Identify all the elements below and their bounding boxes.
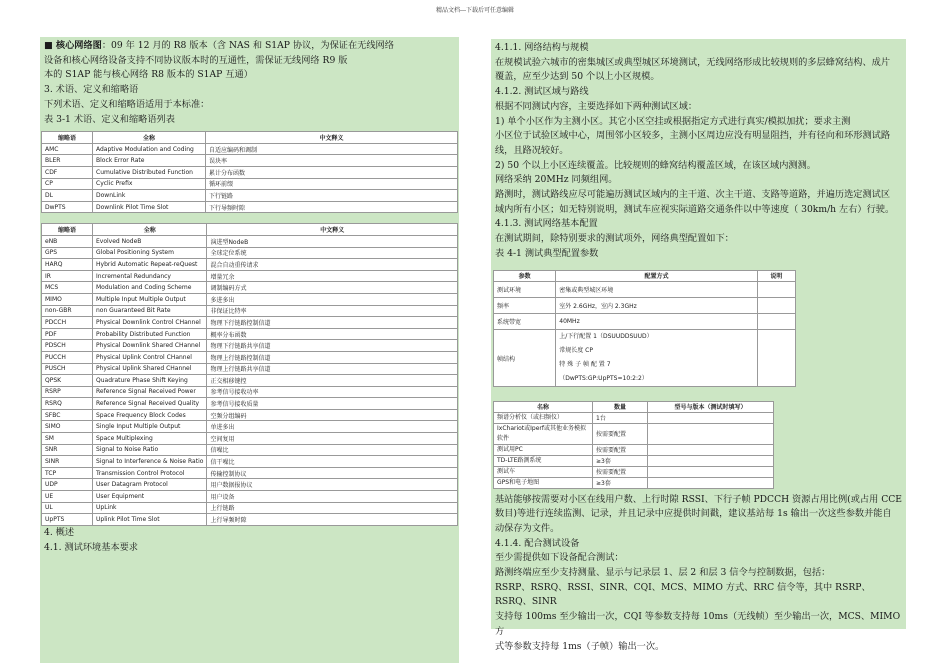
param-cell: 帧结构 bbox=[494, 330, 556, 387]
table-row bbox=[42, 143, 458, 155]
frame-config-line: 常规长度 CP bbox=[559, 347, 593, 355]
text-line: 1) 单个小区作为主测小区。其它小区空挂或根据指定方式进行真实/模拟加扰；要求主测 bbox=[495, 115, 851, 127]
table-cell: Evolved NodeB bbox=[93, 235, 207, 247]
table-row bbox=[42, 386, 458, 398]
table-cell: Probability Distributed Function bbox=[93, 328, 207, 340]
intro-line: ：09 年 12 月的 R8 版本（含 NAS 和 S1AP 协议，为保证在无线网络 bbox=[101, 40, 394, 51]
text-line: 4.1.4. 配合测试设备 bbox=[495, 537, 580, 549]
text-line: 4.1.1. 网络结构与规模 bbox=[495, 42, 589, 53]
table-cell bbox=[648, 466, 774, 477]
table-row bbox=[42, 293, 458, 305]
text-line: 根据不同测试内容，主要选择如下两种测试区域： bbox=[495, 100, 698, 112]
table-cell: 循环前缀 bbox=[206, 178, 458, 190]
table-cell: Cumulative Distributed Function bbox=[93, 167, 206, 179]
table-header-row bbox=[42, 224, 458, 236]
table-row bbox=[42, 491, 458, 503]
device-table bbox=[493, 401, 774, 488]
table-cell: Physical Downlink Shared CHannel bbox=[93, 340, 207, 352]
table-row bbox=[42, 270, 458, 282]
table-cell: QPSK bbox=[42, 375, 93, 387]
table-cell: AMC bbox=[42, 143, 93, 155]
table-cell bbox=[648, 423, 774, 444]
table-cell: Reference Signal Received Quality bbox=[93, 398, 207, 410]
right-text-b bbox=[491, 489, 906, 655]
table-cell: DownLink bbox=[93, 190, 206, 202]
table-cell: Physical Downlink Control CHannel bbox=[93, 317, 207, 329]
table-row bbox=[494, 423, 774, 444]
text-line: 覆盖，应至少达到 50 个以上小区规模。 bbox=[495, 71, 660, 83]
column-header: 缩略语 bbox=[42, 132, 93, 144]
table-cell: Adaptive Modulation and Coding bbox=[93, 143, 206, 155]
table-cell: 下行链路 bbox=[206, 190, 458, 202]
text-line: 在规模试验六城市的密集城区或典型城区环境测试，无线网络形成比较规则的多层蜂窝结构、成片 bbox=[495, 56, 891, 68]
table-cell: 空间复用 bbox=[207, 433, 458, 445]
table-row bbox=[42, 351, 458, 363]
table-cell: Single Input Multiple Output bbox=[93, 421, 207, 433]
table-cell: 物理下行链路控制信道 bbox=[207, 317, 458, 329]
table-cell: CP bbox=[42, 178, 93, 190]
table-cell: Transmission Control Protocol bbox=[93, 467, 207, 479]
table-row bbox=[42, 259, 458, 271]
table-cell: GPS bbox=[42, 247, 93, 259]
column-header: 中文释义 bbox=[206, 132, 458, 144]
intro-line: 设备和核心网络设备支持不同协议版本时的互通性，需保证无线网络 R9 版 bbox=[44, 54, 348, 66]
text-line: 小区位于试验区域中心，周围邻小区较多，主测小区周边应没有明显阻挡，并有径向和环形测试路 bbox=[495, 130, 891, 142]
table-cell: PDCCH bbox=[42, 317, 93, 329]
table-cell: PDSCH bbox=[42, 340, 93, 352]
column-header: 全称 bbox=[93, 132, 206, 144]
table-header-row bbox=[42, 132, 458, 144]
param-cell: 系统带宽 bbox=[494, 314, 556, 330]
table-row bbox=[42, 328, 458, 340]
table-cell: 测试用PC bbox=[494, 444, 593, 455]
table-row bbox=[494, 330, 796, 387]
left-intro-text bbox=[40, 37, 459, 127]
table-row bbox=[42, 456, 458, 468]
table-cell: MIMO bbox=[42, 293, 93, 305]
table-cell: UDP bbox=[42, 479, 93, 491]
table-cell: RSRP bbox=[42, 386, 93, 398]
column-header: 名称 bbox=[494, 402, 593, 412]
table-row bbox=[42, 375, 458, 387]
right-column bbox=[491, 39, 906, 652]
table-cell: 1台 bbox=[593, 412, 648, 423]
text-line: 2) 50 个以上小区连续覆盖。比较规则的蜂窝结构覆盖区域，在该区域内测测。 bbox=[495, 159, 816, 171]
table-cell: 上行链路 bbox=[207, 502, 458, 514]
table-cell: Block Error Rate bbox=[93, 155, 206, 167]
table-cell: Quadrature Phase Shift Keying bbox=[93, 375, 207, 387]
table-cell: 混合自动重传请求 bbox=[207, 259, 458, 271]
text-line: 4.1.2. 测试区域与路线 bbox=[495, 86, 589, 98]
table-cell: Physical Uplink Shared CHannel bbox=[93, 363, 207, 375]
table-row bbox=[42, 167, 458, 179]
table-cell: 全球定位系统 bbox=[207, 247, 458, 259]
table-cell: 测试车 bbox=[494, 466, 593, 477]
intro-first-line bbox=[44, 39, 455, 54]
table-cell: SNR bbox=[42, 444, 93, 456]
table-cell: Signal to Noise Ratio bbox=[93, 444, 207, 456]
table-cell: 增量冗余 bbox=[207, 270, 458, 282]
text-line: 基站能够按需要对小区在线用户数、上行时隙 RSSI、下行子帧 PDCCH 资源占用比例(或占用 CCE bbox=[495, 493, 902, 505]
table-row bbox=[42, 282, 458, 294]
left-column bbox=[40, 37, 459, 663]
table-cell: IxChariot或Iperf或其他业务模拟软件 bbox=[494, 423, 593, 444]
right-text-a bbox=[491, 39, 906, 262]
table-cell bbox=[648, 455, 774, 466]
intro-lead: ■ 核心网络图 bbox=[44, 40, 102, 51]
column-header: 全称 bbox=[93, 224, 207, 236]
table-cell: 用户数据报协议 bbox=[207, 479, 458, 491]
table-cell: eNB bbox=[42, 235, 93, 247]
table-cell: 物理上行链路控制信道 bbox=[207, 351, 458, 363]
table-cell: MCS bbox=[42, 282, 93, 294]
frame-config-line: （DwPTS:GP:UpPTS=10:2:2） bbox=[559, 375, 648, 383]
table-cell: 参考信号接收质量 bbox=[207, 398, 458, 410]
table-cell: 上行导频时隙 bbox=[207, 514, 458, 526]
text-line: RSRP、RSRQ、RSSI、SINR、CQI、MCS、MIMO 方式、RRC 信令等，其中 RSRP、RSRQ、SINR bbox=[495, 581, 871, 608]
column-header: 配置方式 bbox=[556, 270, 758, 282]
table-cell: non Guaranteed Bit Rate bbox=[93, 305, 207, 317]
left-footer-text bbox=[40, 526, 459, 555]
column-header: 中文释义 bbox=[207, 224, 458, 236]
table-row bbox=[494, 314, 796, 330]
table-cell: RSRQ bbox=[42, 398, 93, 410]
table-cell: 用户设备 bbox=[207, 491, 458, 503]
table-cell: User Datagram Protocol bbox=[93, 479, 207, 491]
table-row bbox=[42, 201, 458, 213]
table-row bbox=[494, 455, 774, 466]
param-cell: 频率 bbox=[494, 298, 556, 314]
table-cell: 累计分布函数 bbox=[206, 167, 458, 179]
table-row bbox=[42, 190, 458, 202]
section-heading: 4.1. 测试环境基本要求 bbox=[44, 541, 138, 553]
table-row bbox=[42, 398, 458, 410]
table-header-row bbox=[494, 270, 796, 282]
table-row bbox=[42, 467, 458, 479]
table-row bbox=[494, 298, 796, 314]
table-row bbox=[494, 466, 774, 477]
table-cell: SFBC bbox=[42, 409, 93, 421]
table-row bbox=[42, 409, 458, 421]
text-line: 4.1.3. 测试网络基本配置 bbox=[495, 218, 598, 230]
intro-line: 本的 S1AP 能与核心网络 R8 版本的 S1AP 互通） bbox=[44, 69, 253, 81]
table-cell: 正交相移键控 bbox=[207, 375, 458, 387]
table-row bbox=[42, 340, 458, 352]
table-cell: non-GBR bbox=[42, 305, 93, 317]
table-cell: 概率分布函数 bbox=[207, 328, 458, 340]
param-cell: 测试环境 bbox=[494, 282, 556, 298]
table-cell: 按需要配置 bbox=[593, 444, 648, 455]
table-row bbox=[42, 317, 458, 329]
table-cell: Modulation and Coding Scheme bbox=[93, 282, 207, 294]
table-cell: 频谱分析仪（或扫频仪） bbox=[494, 412, 593, 423]
table-cell: 演进型NodeB bbox=[207, 235, 458, 247]
table-cell: IR bbox=[42, 270, 93, 282]
table-cell: 非保证比特率 bbox=[207, 305, 458, 317]
note-cell bbox=[757, 314, 795, 330]
table-cell bbox=[648, 444, 774, 455]
column-header: 缩略语 bbox=[42, 224, 93, 236]
config-cell: 室外 2.6GHz，室内 2.3GHz bbox=[556, 298, 758, 314]
table-cell: 参考信号接收功率 bbox=[207, 386, 458, 398]
table-cell: 物理上行链路共享信道 bbox=[207, 363, 458, 375]
table-cell: 自适应编码和调制 bbox=[206, 143, 458, 155]
table-cell: HARQ bbox=[42, 259, 93, 271]
table-cell: Cyclic Prefix bbox=[93, 178, 206, 190]
table-cell: 误块率 bbox=[206, 155, 458, 167]
page-header-note: 精品文档---下载后可任意编辑 bbox=[435, 7, 515, 14]
table-cell: ≥3套 bbox=[593, 477, 648, 488]
config-cell bbox=[556, 330, 758, 387]
abbreviation-table-2 bbox=[41, 223, 458, 525]
text-line: 表 4-1 测试典型配置参数 bbox=[495, 247, 599, 259]
table-row bbox=[42, 363, 458, 375]
table-cell: 信干噪比 bbox=[207, 456, 458, 468]
table-cell bbox=[648, 477, 774, 488]
table-cell: UpLink bbox=[93, 502, 207, 514]
text-line: 网络采纳 20MHz 同频组网。 bbox=[495, 174, 618, 186]
table-cell: PUCCH bbox=[42, 351, 93, 363]
table-row bbox=[494, 282, 796, 298]
table-cell: 按需要配置 bbox=[593, 423, 648, 444]
table-cell: 单进多出 bbox=[207, 421, 458, 433]
table-row bbox=[494, 477, 774, 488]
table-cell: PDF bbox=[42, 328, 93, 340]
table-cell: Hybrid Automatic Repeat-reQuest bbox=[93, 259, 207, 271]
frame-config-line: 上/下行配置 1（DSUUDDSUUD） bbox=[559, 333, 653, 341]
table-row bbox=[42, 433, 458, 445]
column-header: 数量 bbox=[593, 402, 648, 412]
table-cell: Space Frequency Block Codes bbox=[93, 409, 207, 421]
table-cell: 物理下行链路共享信道 bbox=[207, 340, 458, 352]
table-cell: TCP bbox=[42, 467, 93, 479]
table-row bbox=[42, 502, 458, 514]
table-cell: 传输控制协议 bbox=[207, 467, 458, 479]
table-cell: Multiple Input Multiple Output bbox=[93, 293, 207, 305]
abbreviation-table-1 bbox=[41, 131, 458, 213]
table-cell: PUSCH bbox=[42, 363, 93, 375]
config-cell: 密集或典型城区环境 bbox=[556, 282, 758, 298]
table-row bbox=[42, 178, 458, 190]
table-cell bbox=[648, 412, 774, 423]
column-header: 参数 bbox=[494, 270, 556, 282]
table-cell: UL bbox=[42, 502, 93, 514]
text-line: 数目)等进行连续监测、记录，并且记录中应提供时间戳，建议基站每 1s 输出一次这些参数并能自 bbox=[495, 508, 892, 520]
table-cell: DwPTS bbox=[42, 201, 93, 213]
config-table bbox=[493, 270, 796, 388]
table-row bbox=[494, 444, 774, 455]
table-cell: Signal to Interference & Noise Ratio bbox=[93, 456, 207, 468]
table-row bbox=[42, 479, 458, 491]
table-cell: GPS和电子地图 bbox=[494, 477, 593, 488]
text-line: 式等参数支持每 1ms（子帧）输出一次。 bbox=[495, 640, 665, 652]
text-line: 动保存为文件。 bbox=[495, 522, 560, 534]
config-cell: 40MHz bbox=[556, 314, 758, 330]
table-row bbox=[42, 444, 458, 456]
table-cell: TD-LTE路测系统 bbox=[494, 455, 593, 466]
text-line: 路测时，测试路线应尽可能遍历测试区域内的主干道、次主干道、支路等道路，并遍历选定测试区 bbox=[495, 189, 891, 201]
column-header: 型号与版本（测试时填写） bbox=[648, 402, 774, 412]
table-cell: CDF bbox=[42, 167, 93, 179]
note-cell bbox=[757, 282, 795, 298]
table-row bbox=[42, 421, 458, 433]
text-line: 线，且路况较好。 bbox=[495, 144, 569, 156]
table-cell: Global Positioning System bbox=[93, 247, 207, 259]
section-heading: 4. 概述 bbox=[44, 526, 75, 538]
table-cell: ≥3套 bbox=[593, 455, 648, 466]
intro-line: 表 3-1 术语、定义和缩略语列表 bbox=[44, 113, 175, 125]
text-line: 路测终端应至少支持测量、显示与记录层 1、层 2 和层 3 信令与控制数据，包括： bbox=[495, 567, 831, 579]
table-cell: Space Multiplexing bbox=[93, 433, 207, 445]
table-header-row bbox=[494, 402, 774, 412]
table-cell: 调制编码方式 bbox=[207, 282, 458, 294]
table-cell: UE bbox=[42, 491, 93, 503]
intro-line: 下列术语、定义和缩略语适用于本标准： bbox=[44, 98, 210, 110]
table-cell: 下行导频时隙 bbox=[206, 201, 458, 213]
table-cell: DL bbox=[42, 190, 93, 202]
text-line: 支持每 100ms 至少输出一次，CQI 等参数支持每 10ms（无线帧）至少输出一次，MCS、MIMO 方 bbox=[495, 611, 901, 637]
note-cell bbox=[757, 298, 795, 314]
text-line: 在测试期间，除特别要求的测试项外，网络典型配置如下： bbox=[495, 233, 734, 245]
table-cell: Reference Signal Received Power bbox=[93, 386, 207, 398]
table-cell: SM bbox=[42, 433, 93, 445]
table-row bbox=[42, 155, 458, 167]
table-cell: 信噪比 bbox=[207, 444, 458, 456]
column-header: 说明 bbox=[757, 270, 795, 282]
table-cell: 空频分组编码 bbox=[207, 409, 458, 421]
table-cell: User Equipment bbox=[93, 491, 207, 503]
frame-config-line: 特 殊 子 帧 配 置 7 bbox=[559, 361, 611, 369]
intro-line: 3. 术语、定义和缩略语 bbox=[44, 84, 139, 96]
table-row bbox=[42, 247, 458, 259]
table-cell: 多进多出 bbox=[207, 293, 458, 305]
table-cell: Uplink Pilot Time Slot bbox=[93, 514, 207, 526]
table-row bbox=[42, 235, 458, 247]
table-row bbox=[42, 305, 458, 317]
table-cell: 按需要配置 bbox=[593, 466, 648, 477]
table-row bbox=[42, 514, 458, 526]
table-cell: Physical Uplink Control CHannel bbox=[93, 351, 207, 363]
table-cell: Incremental Redundancy bbox=[93, 270, 207, 282]
text-line: 至少需提供如下设备配合测试： bbox=[495, 552, 624, 564]
table-cell: BLER bbox=[42, 155, 93, 167]
table-cell: Downlink Pilot Time Slot bbox=[93, 201, 206, 213]
table-cell: UpPTS bbox=[42, 514, 93, 526]
note-cell bbox=[757, 330, 795, 387]
table-cell: SIMO bbox=[42, 421, 93, 433]
text-line: 域内所有小区；如无特别说明，测试车应视实际道路交通条件以中等速度（ 30km/h 左右）行驶。 bbox=[495, 203, 895, 215]
table-row bbox=[494, 412, 774, 423]
table-cell: SINR bbox=[42, 456, 93, 468]
